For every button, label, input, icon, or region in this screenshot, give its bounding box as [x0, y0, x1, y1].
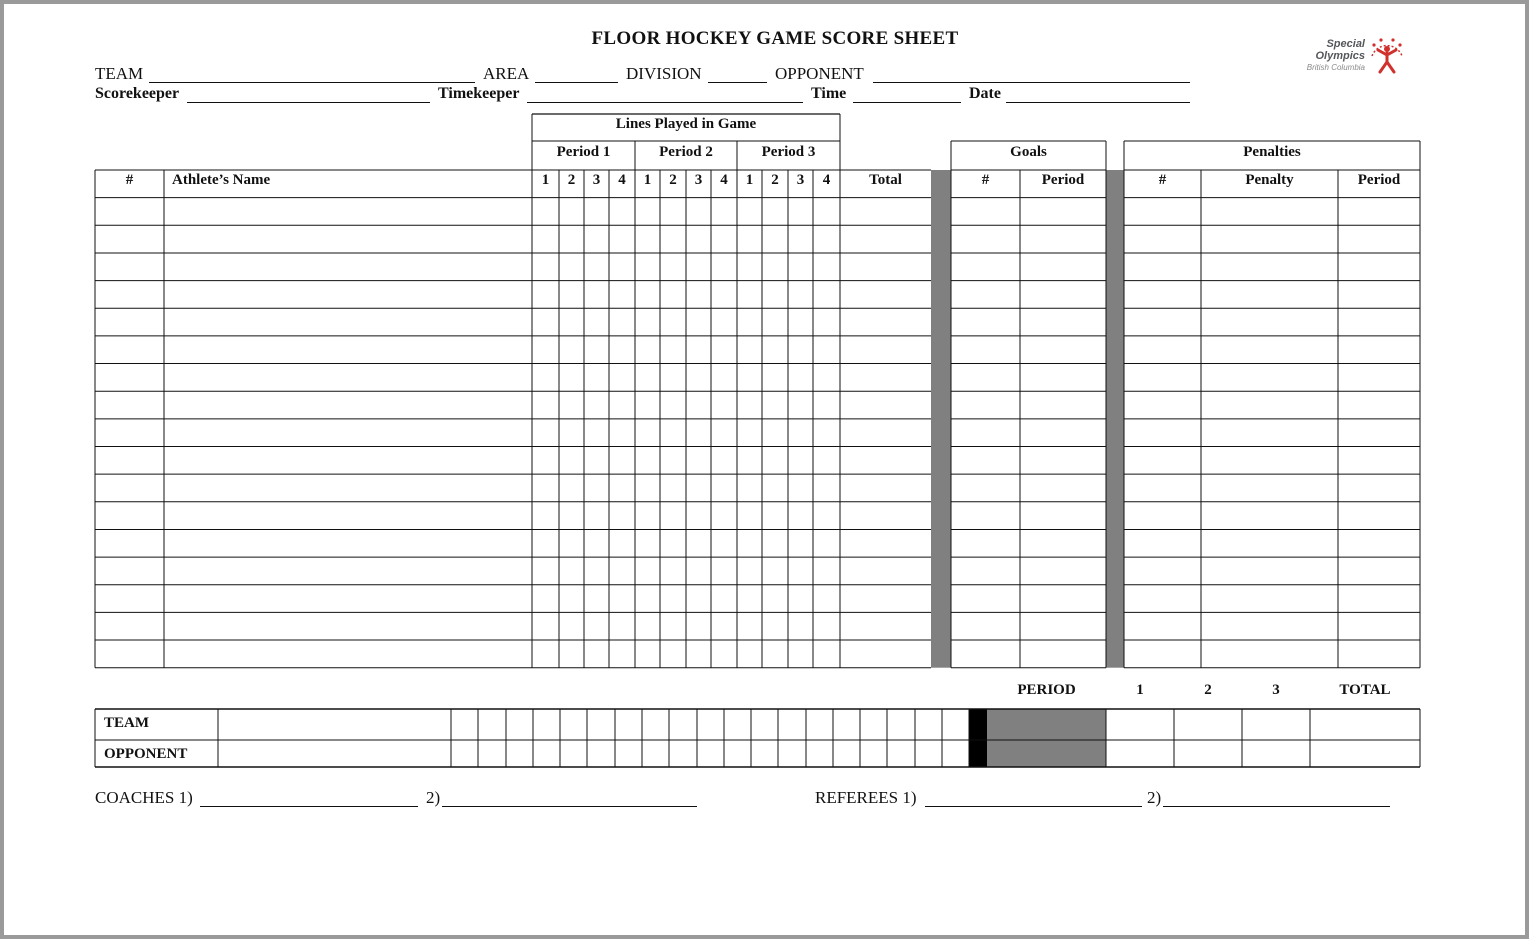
referee-2-label: 2): [1147, 788, 1162, 807]
coach-1-field[interactable]: [200, 806, 418, 807]
penalty-number-header: #: [1158, 172, 1167, 188]
summary-period-1: 1: [1136, 682, 1144, 698]
logo-text-special: Special: [1326, 38, 1365, 50]
period-1-header: Period 1: [556, 144, 611, 160]
division-label: DIVISION: [626, 64, 702, 83]
area-label: AREA: [483, 64, 530, 83]
line-number-header: 2: [771, 172, 779, 188]
athlete-name-header: Athlete’s Name: [172, 172, 271, 188]
summary-period-label: PERIOD: [1017, 682, 1076, 698]
period-3-header: Period 3: [761, 144, 816, 160]
line-number-header: 4: [720, 172, 728, 188]
coaches-label: COACHES 1): [95, 788, 193, 807]
opponent-label: OPPONENT: [775, 64, 864, 83]
total-header: Total: [869, 172, 902, 188]
logo-text-olympics: Olympics: [1315, 50, 1365, 62]
timekeeper-label: Timekeeper: [438, 85, 520, 102]
summary-period-2: 2: [1204, 682, 1212, 698]
penalties-header: Penalties: [1243, 144, 1301, 160]
goals-header: Goals: [1010, 144, 1047, 160]
date-label: Date: [969, 85, 1001, 102]
coach-2-field[interactable]: [442, 806, 697, 807]
line-number-header: 1: [745, 172, 754, 188]
separator-column-2: [1106, 170, 1124, 668]
goal-number-header: #: [981, 172, 990, 188]
goal-period-header: Period: [1041, 172, 1085, 188]
summary-shaded-block: [987, 709, 1106, 767]
line-number-header: 4: [822, 172, 831, 188]
summary-period-3: 3: [1272, 682, 1280, 698]
team-label: TEAM: [95, 64, 144, 83]
referee-2-field[interactable]: [1163, 806, 1390, 807]
line-number-header: 1: [541, 172, 550, 188]
penalty-header: Penalty: [1245, 172, 1294, 188]
referees-label: REFEREES 1): [815, 788, 917, 807]
line-number-header: 4: [618, 172, 626, 188]
page-title: FLOOR HOCKEY GAME SCORE SHEET: [591, 28, 959, 49]
line-number-header: 1: [643, 172, 652, 188]
period-2-header: Period 2: [659, 144, 713, 160]
summary-team-label: TEAM: [104, 715, 149, 731]
separator-column-1: [931, 170, 951, 668]
scorekeeper-label: Scorekeeper: [95, 85, 180, 102]
summary-black-bar: [969, 709, 987, 767]
line-number-header: 3: [694, 172, 703, 188]
summary-total-label: TOTAL: [1339, 682, 1391, 698]
lines-played-header: Lines Played in Game: [615, 116, 757, 132]
logo-text-region: British Columbia: [1306, 63, 1365, 72]
line-number-header: 2: [669, 172, 677, 188]
time-label: Time: [811, 85, 847, 102]
line-number-header: 2: [567, 172, 576, 188]
penalty-period-header: Period: [1357, 172, 1401, 188]
line-number-header: 3: [796, 172, 805, 188]
referee-1-field[interactable]: [925, 806, 1142, 807]
line-number-header: 3: [592, 172, 601, 188]
player-number-header: #: [125, 172, 134, 188]
summary-opponent-label: OPPONENT: [104, 746, 188, 762]
coach-2-label: 2): [426, 788, 441, 807]
